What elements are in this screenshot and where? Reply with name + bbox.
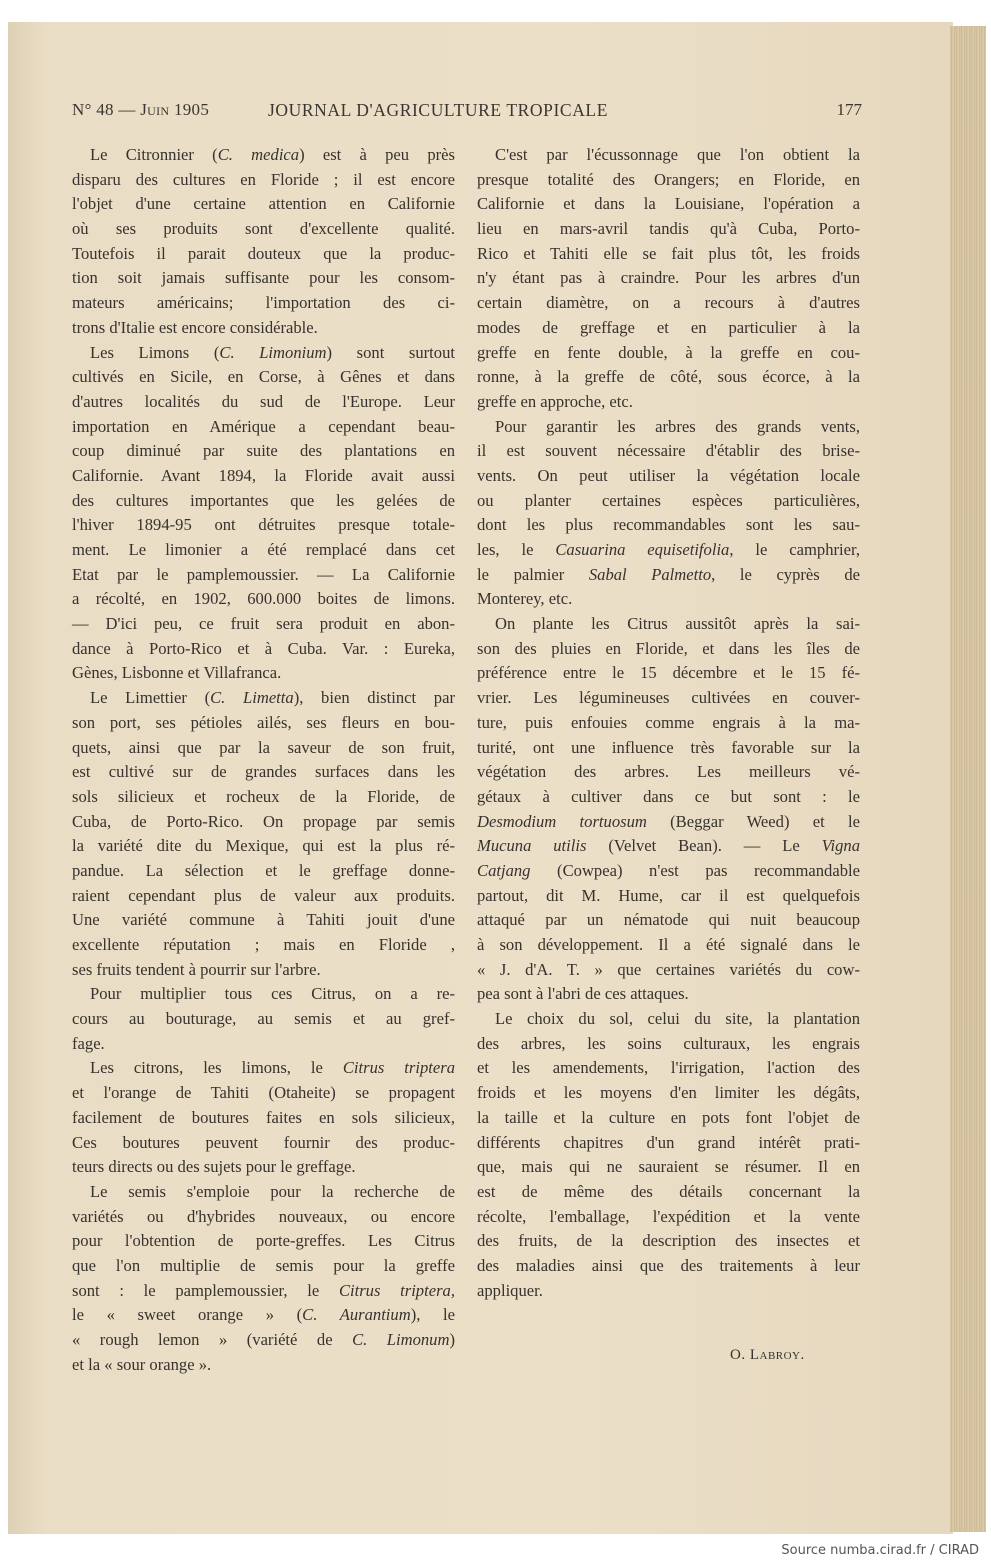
paragraph: [72, 1056, 455, 1179]
text-line: Les Limons (C. Limonium) sont surtout: [90, 342, 455, 362]
text-line: la variété dite du Mexique, qui est la plus ré-: [72, 836, 455, 856]
text-line: le « sweet orange » (C. Aurantium), le: [72, 1305, 455, 1325]
text-line: Monterey, etc.: [477, 589, 573, 609]
text-line: à son développement. Il a été signalé dans le: [477, 935, 860, 954]
text-line: facilement de boutures faites en sols silicieux,: [72, 1107, 455, 1127]
text-line: vrier. Les légumineuses cultivées en couver-: [477, 688, 860, 708]
issue-year: 1905: [169, 100, 210, 119]
text-line: Californie. Avant 1894, la Floride avait aussi: [72, 465, 455, 485]
text-line: des arbres, les soins culturaux, les engrais: [477, 1033, 860, 1053]
text-line: teurs directs ou des sujets pour le greffage.: [72, 1157, 356, 1177]
text-line: — D'ici peu, ce fruit sera produit en abon-: [72, 614, 455, 634]
text-line: greffe en approche, etc.: [477, 391, 633, 411]
text-line: le palmier Sabal Palmetto, le cyprès de: [477, 564, 860, 584]
text-line: où ses produits sont d'excellente qualité.: [72, 219, 455, 239]
text-line: ture, puis enfouies comme engrais à la ma-: [477, 712, 860, 732]
text-line: son port, ses pétioles ailés, ses fleurs en bou-: [72, 712, 455, 732]
running-header: [72, 100, 862, 124]
page-number: 177: [836, 100, 862, 119]
text-line: Une variété commune à Tahiti jouit d'une: [72, 910, 455, 930]
text-line: Mucuna utilis (Velvet Bean). — Le Vigna: [477, 836, 860, 856]
text-line: cours au bouturage, au semis et au gref-: [72, 1009, 455, 1029]
text-line: il est souvent nécessaire d'établir des brise-: [477, 441, 860, 461]
text-line: et les amendements, l'irrigation, l'action des: [477, 1058, 860, 1078]
text-line: Catjang (Cowpea) n'est pas recommandable: [477, 860, 860, 880]
text-line: dont les plus recommandables sont les sau-: [477, 515, 860, 535]
paragraph: [72, 143, 455, 341]
text-line: variétés ou d'hybrides nouveaux, ou encore: [72, 1206, 455, 1226]
text-line: ou planter certaines espèces particulières,: [477, 490, 860, 510]
paragraph: [477, 415, 860, 613]
text-line: importation en Amérique a cependant beau-: [72, 416, 455, 436]
text-line: Cuba, de Porto-Rico. On propage par semis: [72, 811, 455, 831]
paragraph: [477, 143, 860, 415]
text-line: On plante les Citrus aussitôt après la sai-: [495, 614, 860, 634]
text-line: et la « sour orange ».: [72, 1354, 212, 1374]
text-line: et l'orange de Tahiti (Otaheite) se propagent: [72, 1083, 455, 1103]
text-line: Desmodium tortuosum (Beggar Weed) et le: [477, 811, 860, 831]
journal-title: JOURNAL D'AGRICULTURE TROPICALE: [268, 100, 609, 120]
paragraph: [72, 341, 455, 687]
text-line: ronne, à la greffe de côté, sous écorce, à la: [477, 367, 860, 387]
left-column: [72, 143, 455, 1377]
text-line: sont : le pamplemoussier, le Citrus triptera,: [72, 1280, 455, 1300]
text-line: différents chapitres d'un grand intérêt prati-: [477, 1132, 860, 1152]
text-line: pour l'obtention de porte-greffes. Les Citrus: [72, 1231, 455, 1251]
paragraph: [72, 982, 455, 1056]
text-line: son des pluies en Floride, et dans les îles de: [477, 638, 860, 658]
text-line: Pour garantir les arbres des grands vents,: [495, 416, 860, 436]
text-line: Toutefois il parait douteux que la produc-: [72, 243, 455, 263]
text-line: partout, dit M. Hume, car il est quelquefois: [477, 885, 860, 905]
text-line: végétation des arbres. Les meilleurs vé-: [477, 762, 860, 782]
text-line: Etat par le pamplemoussier. — La Californie: [72, 564, 455, 584]
text-line: lieu en mars-avril tandis qu'à Cuba, Porto-: [477, 219, 860, 239]
text-line: Les citrons, les limons, le Citrus triptera: [90, 1058, 455, 1078]
book-edge: [950, 26, 986, 1532]
text-line: récolte, l'emballage, l'expédition et la vente: [477, 1206, 860, 1226]
text-line: a récolté, en 1902, 600.000 boites de limons.: [72, 589, 455, 609]
paragraph: [72, 1180, 455, 1378]
text-line: cultivés en Sicile, en Corse, à Gênes et dans: [72, 367, 455, 387]
source-credit: Source numba.cirad.fr / CIRAD: [781, 1543, 979, 1558]
text-line: tion soit jamais suffisante pour les consom-: [72, 268, 455, 288]
text-line: trons d'Italie est encore considérable.: [72, 317, 318, 337]
text-line: Pour multiplier tous ces Citrus, on a re-: [90, 984, 455, 1004]
text-line: ment. Le limonier a été remplacé dans cet: [72, 540, 455, 559]
text-line: Le semis s'emploie pour la recherche de: [90, 1181, 455, 1201]
text-line: ses fruits tendent à pourrir sur l'arbre.: [72, 959, 321, 979]
text-line: disparu des cultures en Floride ; il est encore: [72, 169, 455, 189]
text-line: l'objet d'une certaine attention en Californie: [72, 194, 455, 214]
paragraph: [477, 612, 860, 1007]
text-line: froids et les moyens d'en limiter les dégâts,: [477, 1083, 860, 1103]
issue-info: [72, 100, 209, 120]
text-line: est de même des détails concernant la: [477, 1181, 860, 1201]
paragraph: [72, 686, 455, 982]
text-line: Gènes, Lisbonne et Villafranca.: [72, 663, 282, 683]
text-line: des cultures importantes que les gelées de: [72, 490, 455, 510]
text-line: fage.: [72, 1033, 105, 1053]
text-line: attaqué par un nématode qui nuit beaucoup: [477, 910, 860, 930]
text-line: modes de greffage et en particulier à la: [477, 317, 860, 337]
text-line: Le Limettier (C. Limetta), bien distinct par: [90, 688, 455, 708]
text-line: que l'on multiplie de semis pour la greffe: [72, 1255, 455, 1275]
text-line: presque totalité des Orangers; en Floride, en: [477, 169, 860, 189]
right-column: [477, 143, 860, 1303]
text-line: Le choix du sol, celui du site, la plantation: [495, 1009, 860, 1029]
text-line: « J. d'A. T. » que certaines variétés du cow-: [477, 959, 860, 979]
text-line: quets, ainsi que par la saveur de son fruit,: [72, 737, 455, 757]
text-line: sols silicieux et rocheux de la Floride, de: [72, 786, 455, 806]
text-line: coup diminué par suite des plantations en: [72, 441, 455, 461]
text-line: vents. On peut utiliser la végétation locale: [477, 465, 860, 485]
text-line: Ces boutures peuvent fournir des produc-: [72, 1132, 455, 1152]
text-line: pea sont à l'abri de ces attaques.: [477, 984, 689, 1004]
text-line: Le Citronnier (C. medica) est à peu près: [90, 145, 455, 164]
text-line: est cultivé sur de grandes surfaces dans les: [72, 762, 455, 782]
text-line: préférence entre le 15 décembre et le 15 fé-: [477, 663, 860, 683]
issue-number: N° 48 —: [72, 100, 141, 119]
text-line: dance à Porto-Rico et à Cuba. Var. : Eureka,: [72, 638, 455, 658]
issue-month: Juin: [140, 100, 170, 119]
text-line: « rough lemon » (variété de C. Limonum): [72, 1330, 455, 1349]
text-line: C'est par l'écussonnage que l'on obtient la: [495, 145, 860, 164]
author-signature: O. Labroy.: [730, 1347, 805, 1363]
text-line: que, mais qui ne sauraient se résumer. Il en: [477, 1157, 860, 1177]
text-line: appliquer.: [477, 1280, 543, 1300]
paragraph: [477, 1007, 860, 1303]
text-line: l'hiver 1894-95 ont détruites presque totale-: [72, 515, 455, 535]
text-line: des maladies ainsi que des traitements à leur: [477, 1255, 860, 1275]
text-line: la taille et la culture en pots font l'objet de: [477, 1107, 860, 1127]
text-line: Californie et dans la Louisiane, l'opération a: [477, 194, 860, 214]
text-line: excellente réputation ; mais en Floride ,: [72, 935, 455, 954]
text-line: turité, ont une influence très favorable sur la: [477, 737, 860, 757]
text-line: n'y étant pas à craindre. Pour les arbres d'un: [477, 268, 860, 288]
text-line: raient cependant plus de valeur aux produits.: [72, 885, 455, 905]
text-line: les, le Casuarina equisetifolia, le camphrier,: [477, 540, 861, 559]
text-line: certain diamètre, on a recours à d'autres: [477, 293, 860, 313]
text-line: Rico et Tahiti elle se fait plus tôt, les froids: [477, 243, 860, 263]
text-line: greffe en fente double, à la greffe en cou-: [477, 342, 860, 362]
text-line: pandue. La sélection et le greffage donne-: [72, 860, 455, 880]
text-line: gétaux à cultiver dans ce but sont : le: [477, 786, 860, 806]
text-line: des fruits, de la description des insectes et: [477, 1231, 860, 1251]
text-line: d'autres localités du sud de l'Europe. Leur: [72, 391, 455, 411]
text-line: mateurs américains; l'importation des ci-: [72, 293, 455, 313]
